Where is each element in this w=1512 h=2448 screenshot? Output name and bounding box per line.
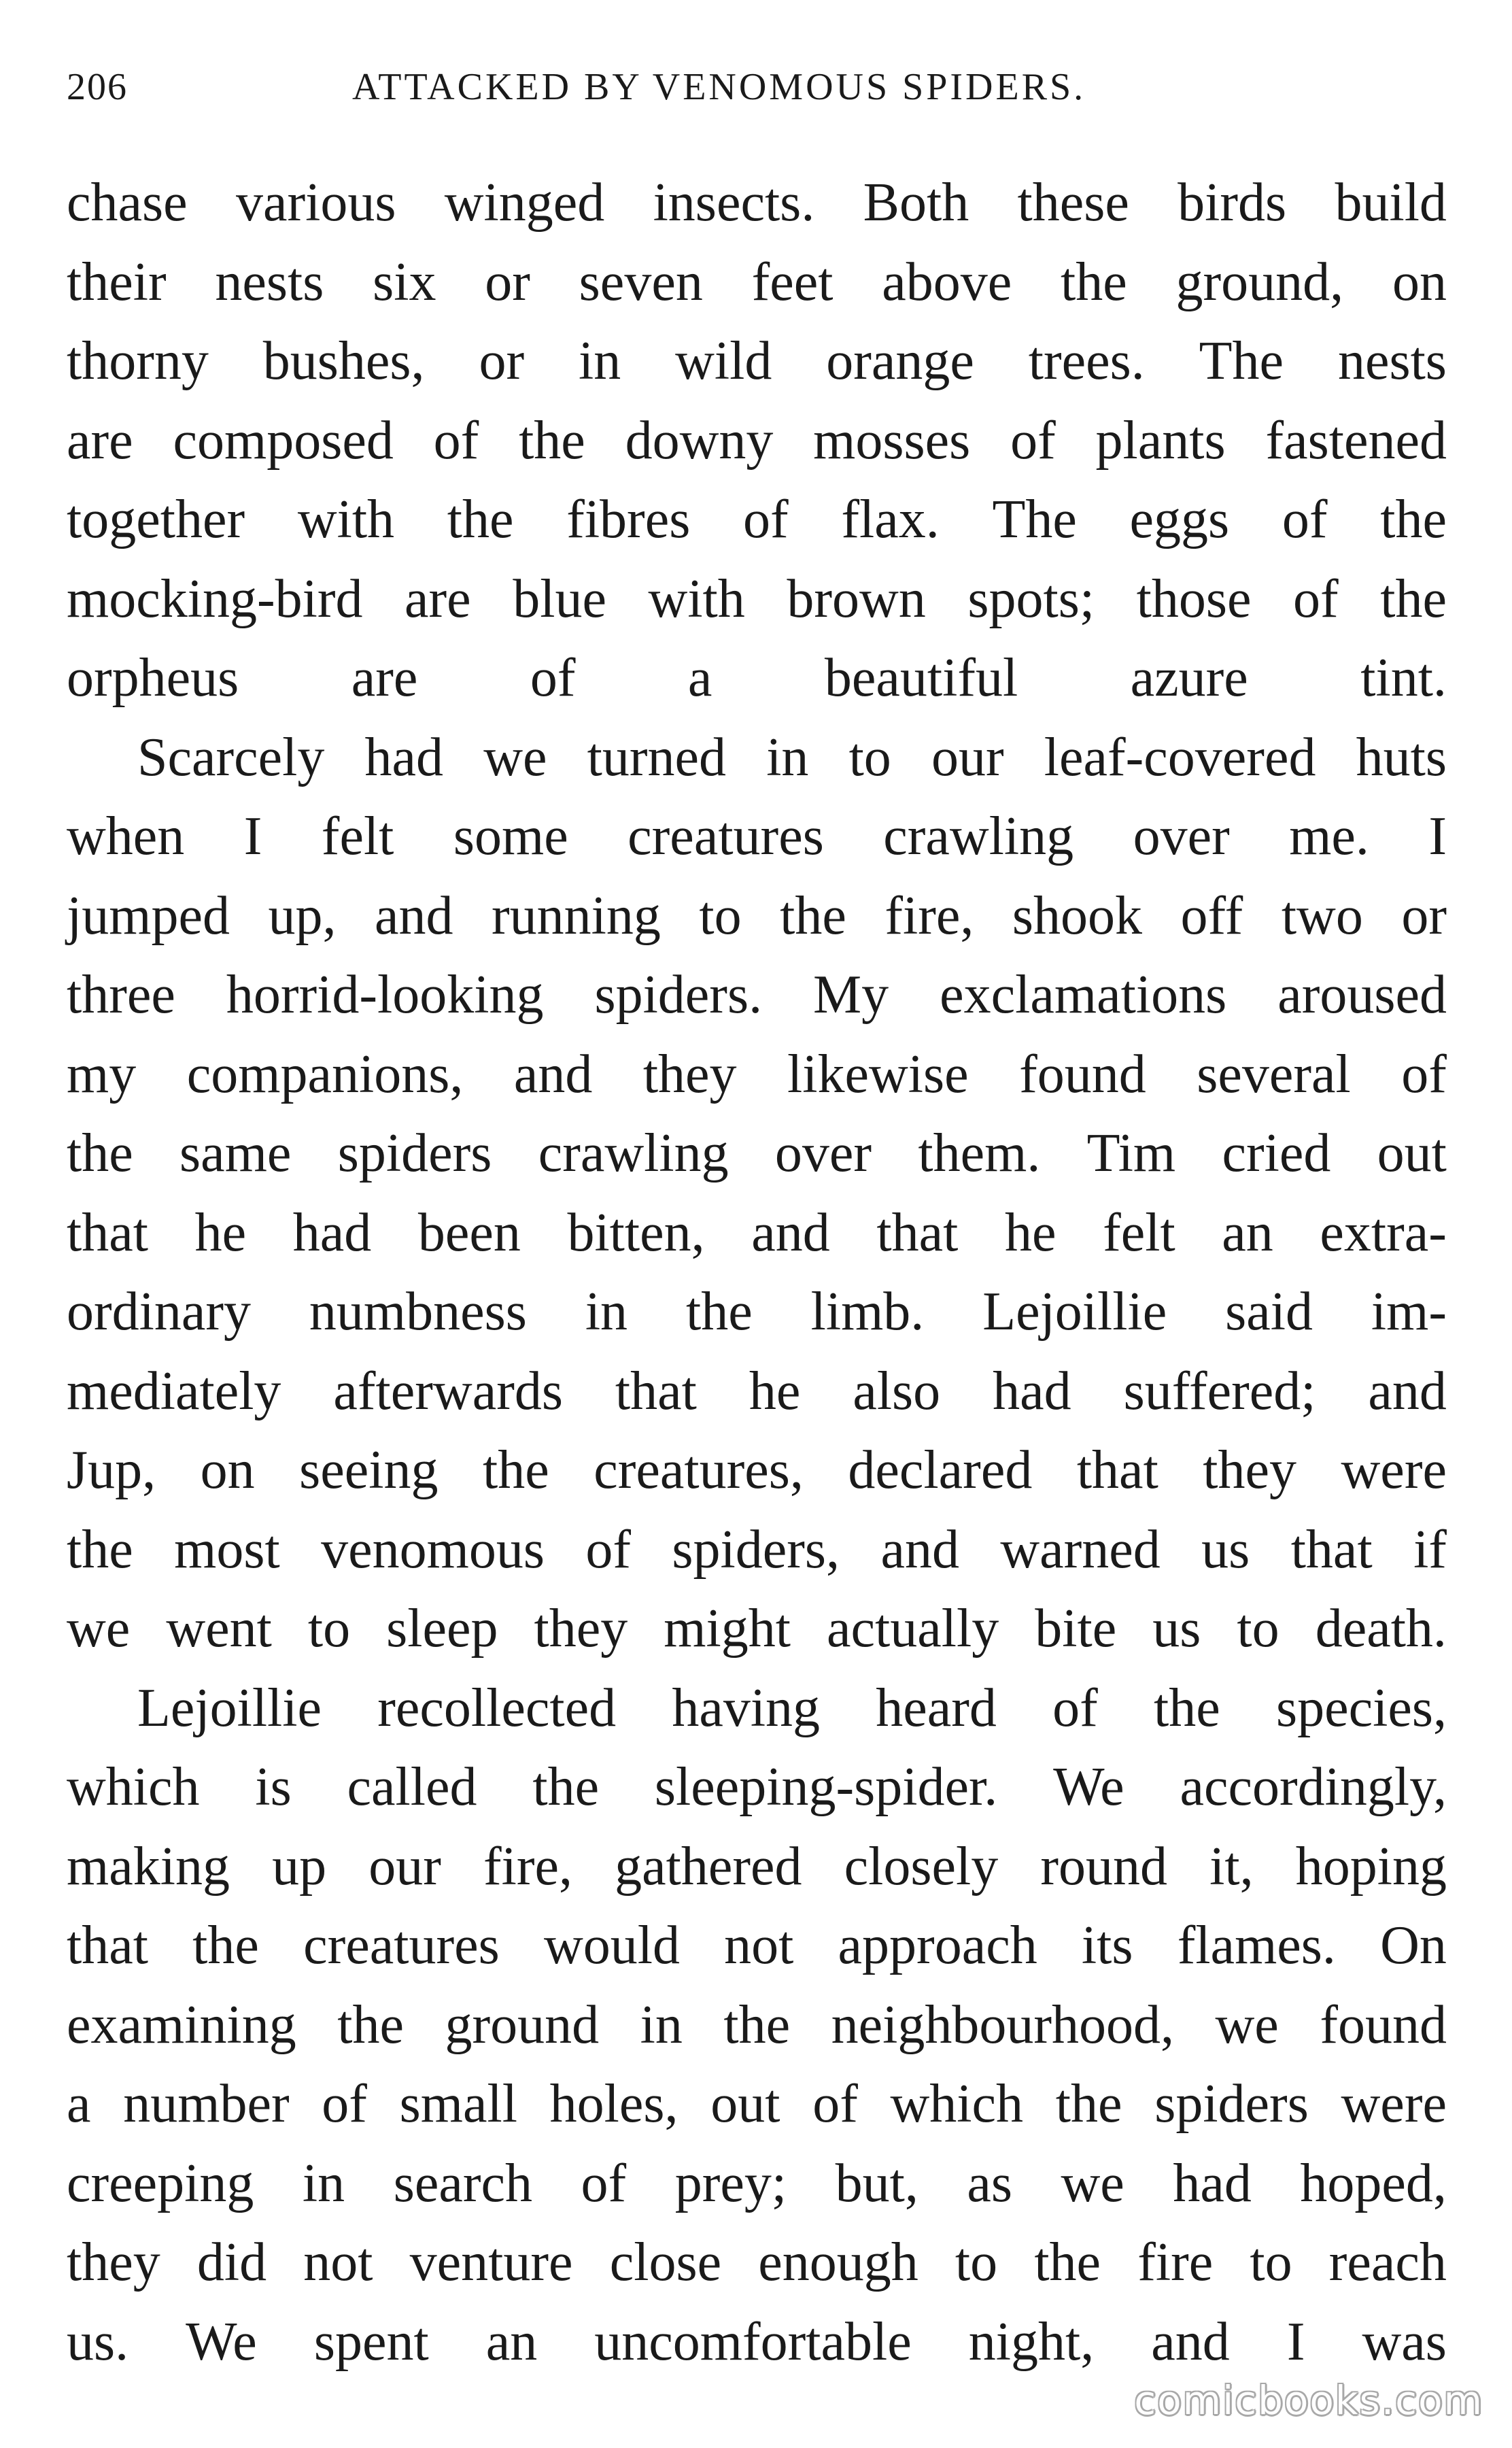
word: the [1061,252,1127,312]
word: and [880,1519,959,1580]
word: but, [835,2153,918,2213]
word: accordingly, [1180,1757,1447,1817]
word: We [186,2311,257,2372]
word: he [194,1202,247,1263]
word: in [585,1282,628,1342]
word: I [1286,2311,1305,2372]
word: flax. [841,490,940,549]
word: species, [1275,1678,1447,1738]
word: exclamations [940,965,1227,1025]
word: had [292,1202,372,1263]
word: of [1052,1678,1098,1738]
word: us [1201,1519,1250,1580]
word: on [1392,252,1447,312]
word: also [853,1361,941,1421]
word: mosses [813,410,971,471]
word: are [67,410,133,471]
word: up [272,1836,327,1897]
word: small [399,2074,517,2134]
text-line [67,1193,1447,1273]
word: are [351,648,418,708]
word: the [1055,2074,1122,2134]
word: downy [625,410,774,471]
word: uncomfortable [594,2311,912,2372]
word: in [578,331,621,391]
word: would [543,1916,680,1975]
word: in [766,727,809,787]
word: sleeping-spider. [654,1757,998,1817]
text-line [67,1272,1447,1352]
word: of [1293,568,1339,629]
word: creatures [628,806,824,866]
word: they [67,2232,160,2292]
word: bite [1035,1599,1117,1659]
text-line [67,877,1447,956]
word: Lejoillie [982,1282,1167,1342]
word: of [1282,490,1328,549]
word: on [200,1440,255,1500]
word: said [1225,1282,1313,1342]
word: creeping [67,2153,254,2213]
word: felt [321,806,394,866]
text-line [67,1669,1447,1748]
word: Lejoillie [137,1678,322,1738]
word: might [664,1599,791,1659]
word: us [1152,1599,1201,1659]
word: limb. [810,1282,925,1342]
word: build [1335,173,1447,233]
word: felt [1103,1202,1175,1263]
running-title: ATTACKED BY VENOMOUS SPIDERS. [352,66,1086,108]
word: seven [579,252,703,312]
running-head [67,60,1447,114]
word: orange [826,331,974,391]
word: fire, [884,885,974,946]
word: that [67,1916,148,1975]
word: spiders. [594,965,763,1025]
word: gathered [615,1836,802,1897]
word: mocking-bird [67,568,363,629]
word: of [812,2074,858,2134]
text-line [67,480,1447,560]
word: the [1380,568,1447,629]
word: wild [675,331,772,391]
word: aroused [1277,965,1447,1025]
word: the [67,1519,133,1580]
word: that [876,1202,959,1263]
word: and [1151,2311,1230,2372]
word: spiders [337,1123,492,1183]
word: me. [1289,806,1369,866]
word: leaf-covered [1044,727,1316,787]
word: of [433,410,479,471]
word: hoping [1295,1836,1447,1897]
word: or [1401,885,1447,946]
word: to [699,885,742,946]
word: that [1290,1519,1373,1580]
word: plants [1095,410,1226,471]
word: ordinary [67,1282,252,1342]
word: had [364,727,444,787]
word: eggs [1129,490,1230,549]
word: spent [313,2311,429,2372]
word: some [453,806,568,866]
word: Scarcely [137,727,325,787]
word: companions, [186,1044,464,1104]
word: the [685,1282,753,1342]
word: went [166,1599,272,1659]
word: us. [67,2311,129,2372]
word: round [1040,1836,1168,1897]
word: we [483,727,547,787]
word: of [1401,1044,1447,1104]
word: orpheus [67,648,239,708]
word: The [1199,331,1284,391]
word: with [648,568,745,629]
word: the [192,1916,259,1975]
word: On [1380,1916,1447,1975]
word: afterwards [333,1361,563,1421]
word: im- [1371,1282,1447,1342]
word: the [337,1994,404,2055]
word: fastened [1265,410,1447,471]
word: recollected [377,1678,617,1738]
word: up, [268,885,337,946]
word: search [393,2153,532,2213]
word: enough [758,2232,918,2292]
word: close [609,2232,722,2292]
word: suffered; [1123,1361,1316,1421]
word: crawling [538,1123,729,1183]
text-line [67,2223,1447,2302]
word: that [615,1361,697,1421]
word: neighbourhood, [831,1994,1174,2055]
text-line [67,718,1447,798]
word: fire, [483,1836,572,1897]
word: My [813,965,889,1025]
word: was [1362,2311,1447,2372]
word: six [373,252,436,312]
word: of [530,648,576,708]
text-line [67,797,1447,877]
word: we [67,1599,131,1659]
text-line [67,2064,1447,2144]
word: of [585,1519,632,1580]
word: two [1281,885,1363,946]
word: feet [751,252,834,312]
word: tint. [1360,648,1447,708]
word: spots; [967,568,1095,629]
word: seeing [299,1440,439,1500]
word: he [1004,1202,1056,1263]
word: been [417,1202,521,1263]
word: them. [918,1123,1041,1183]
word: nests [215,252,324,312]
word: out [1377,1123,1447,1183]
text-line [67,1827,1447,1907]
word: flames. [1177,1916,1336,1975]
text-line [67,1986,1447,2065]
word: called [347,1757,477,1817]
word: numbness [309,1282,527,1342]
word: approach [838,1916,1037,1975]
word: not [724,1916,794,1975]
word: were [1341,2074,1447,2134]
word: fibres [566,490,691,549]
word: they [1203,1440,1297,1500]
word: beautiful [824,648,1018,708]
word: azure [1130,648,1248,708]
word: spiders, [672,1519,840,1580]
word: and [751,1202,830,1263]
word: ground, [1175,252,1344,312]
word: had [993,1361,1071,1421]
word: it, [1209,1836,1254,1897]
word: these [1017,173,1129,233]
word: horrid-looking [226,965,544,1025]
word: crawling [883,806,1074,866]
word: above [882,252,1012,312]
word: several [1197,1044,1351,1104]
text-line [67,560,1447,639]
text-line [67,163,1447,243]
word: the [1380,490,1447,549]
word: not [303,2232,373,2292]
word: holes, [549,2074,678,2134]
word: the [723,1994,791,2055]
word: a [67,2074,91,2134]
word: my [67,1044,137,1104]
text-line [67,1589,1447,1669]
text-line [67,1114,1447,1193]
word: examining [67,1994,296,2055]
word: he [749,1361,801,1421]
word: our [368,1836,441,1897]
word: likewise [787,1044,969,1104]
word: same [179,1123,292,1183]
word: various [235,173,396,233]
text-line [67,1510,1447,1590]
word: spiders [1154,2074,1309,2134]
word: that [67,1202,148,1263]
word: The [992,490,1077,549]
word: in [640,1994,683,2055]
word: their [67,252,167,312]
word: hoped, [1300,2153,1447,2213]
word: of [581,2153,627,2213]
word: over [1133,806,1230,866]
word: we [1215,1994,1279,2055]
word: death. [1315,1599,1447,1659]
word: were [1341,1440,1447,1500]
word: to [1250,2232,1292,2292]
word: which [67,1757,200,1817]
word: three [67,965,175,1025]
word: creatures [303,1916,500,1975]
word: and [1368,1361,1447,1421]
word: mediately [67,1361,281,1421]
word: we [1061,2153,1124,2213]
word: blue [513,568,606,629]
word: turned [587,727,727,787]
word: winged [444,173,605,233]
word: to [955,2232,998,2292]
word: together [67,490,245,549]
word: the [1154,1678,1220,1738]
word: its [1081,1916,1133,1975]
word: creatures, [594,1440,804,1500]
word: cried [1222,1123,1331,1183]
word: they [534,1599,628,1659]
word: an [485,2311,538,2372]
word: a [687,648,712,708]
text-line [67,955,1447,1035]
word: out [710,2074,780,2134]
text-line [67,322,1447,401]
word: composed [173,410,394,471]
text-line [67,1906,1447,1986]
word: actually [827,1599,999,1659]
word: Both [863,173,969,233]
word: if [1413,1519,1447,1580]
text-line [67,1035,1447,1115]
word: and [513,1044,593,1104]
word: fire [1137,2232,1214,2292]
word: an [1222,1202,1273,1263]
word: insects. [653,173,815,233]
word: as [967,2153,1012,2213]
word: or [485,252,530,312]
word: the [532,1757,600,1817]
word: jumped [67,885,230,946]
word: found [1019,1044,1146,1104]
text-line [67,243,1447,322]
word: making [67,1836,230,1897]
word: the [780,885,846,946]
word: shook [1012,885,1142,946]
text-line [67,2144,1447,2224]
word: nests [1337,331,1447,391]
word: in [302,2153,345,2213]
text-line [67,401,1447,481]
word: warned [1000,1519,1161,1580]
word: had [1173,2153,1252,2213]
text-line [67,1352,1447,1431]
word: venture [409,2232,573,2292]
word: did [196,2232,267,2292]
text-line [67,639,1447,718]
word: to [1237,1599,1279,1659]
word: closely [844,1836,999,1897]
word: the [447,490,514,549]
word: off [1180,885,1243,946]
text-line [67,2302,1447,2382]
word: most [174,1519,280,1580]
word: reach [1328,2232,1447,2292]
word: the [67,1123,133,1183]
word: found [1320,1994,1447,2055]
word: having [672,1678,821,1738]
text-line [67,1431,1447,1510]
word: that [1076,1440,1158,1500]
word: of [743,490,789,549]
body-text [67,163,1447,2381]
word: which [890,2074,1024,2134]
word: ground [445,1994,600,2055]
word: prey; [674,2153,787,2213]
word: or [479,331,525,391]
word: brown [787,568,926,629]
word: those [1136,568,1252,629]
word: the [1034,2232,1101,2292]
word: with [297,490,395,549]
word: chase [67,173,188,233]
page-number: 206 [67,66,128,108]
word: heard [876,1678,997,1738]
word: they [642,1044,737,1104]
word: venomous [321,1519,545,1580]
word: the [519,410,585,471]
word: birds [1178,173,1287,233]
word: Jup, [67,1440,156,1500]
word: I [243,806,262,866]
word: to [307,1599,351,1659]
word: of [1010,410,1056,471]
word: to [848,727,891,787]
word: running [491,885,661,946]
word: huts [1356,727,1447,787]
word: are [405,568,471,629]
word: declared [848,1440,1033,1500]
word: number [123,2074,290,2134]
word: trees. [1028,331,1145,391]
word: sleep [386,1599,498,1659]
word: extra- [1320,1202,1447,1263]
word: We [1053,1757,1124,1817]
word: I [1428,806,1447,866]
word: our [931,727,1004,787]
text-line [67,1748,1447,1827]
word: thorny [67,331,209,391]
word: and [374,885,453,946]
word: of [322,2074,367,2134]
watermark: comicbooks.com [1134,2377,1483,2424]
word: the [483,1440,549,1500]
word: bitten, [567,1202,705,1263]
word: night, [968,2311,1095,2372]
word: Tim [1086,1123,1176,1183]
word: is [255,1757,292,1817]
word: when [67,806,185,866]
word: over [774,1123,872,1183]
word: bushes, [262,331,425,391]
